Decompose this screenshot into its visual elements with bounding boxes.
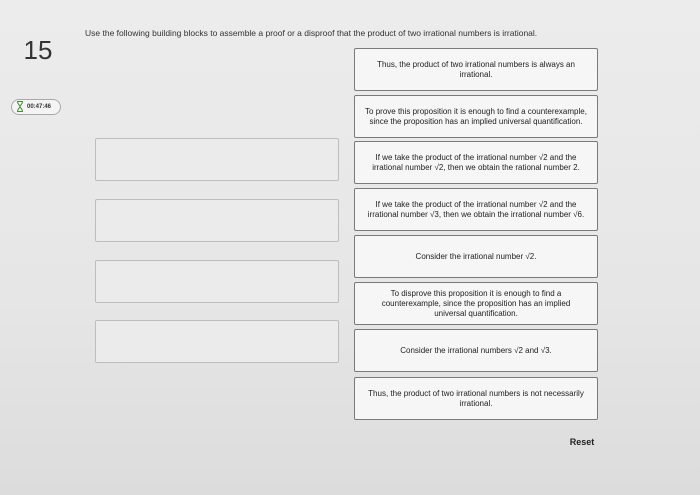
- building-block[interactable]: To prove this proposition it is enough to find a counterexample, since the proposition has an implied universal quantification.: [354, 95, 598, 138]
- building-block[interactable]: Consider the irrational number √2.: [354, 235, 598, 278]
- drop-slot-3[interactable]: [95, 260, 339, 303]
- building-block[interactable]: Thus, the product of two irrational numbers is always an irrational.: [354, 48, 598, 91]
- instruction-text: Use the following building blocks to assemble a proof or a disproof that the product of two irrational numbers is irrational.: [85, 28, 538, 38]
- hourglass-icon: [16, 101, 24, 114]
- drop-slot-4[interactable]: [95, 320, 339, 363]
- building-block[interactable]: If we take the product of the irrational number √2 and the irrational number √2, then we obtain the rational number 2.: [354, 141, 598, 184]
- question-number: 15: [23, 35, 53, 65]
- building-block[interactable]: Thus, the product of two irrational numbers is not necessarily irrational.: [354, 377, 598, 420]
- timer: [11, 99, 61, 115]
- timer-value: 00:47:46: [27, 104, 52, 110]
- building-block[interactable]: If we take the product of the irrational number √2 and the irrational number √3, then we obtain the irrational number √6.: [354, 188, 598, 231]
- reset-button[interactable]: Reset: [569, 437, 595, 447]
- building-block[interactable]: To disprove this proposition it is enough to find a counterexample, since the proposition has an implied universal quantification.: [354, 282, 598, 325]
- building-block[interactable]: Consider the irrational numbers √2 and √3.: [354, 329, 598, 372]
- drop-slot-2[interactable]: [95, 199, 339, 242]
- drop-slot-1[interactable]: [95, 138, 339, 181]
